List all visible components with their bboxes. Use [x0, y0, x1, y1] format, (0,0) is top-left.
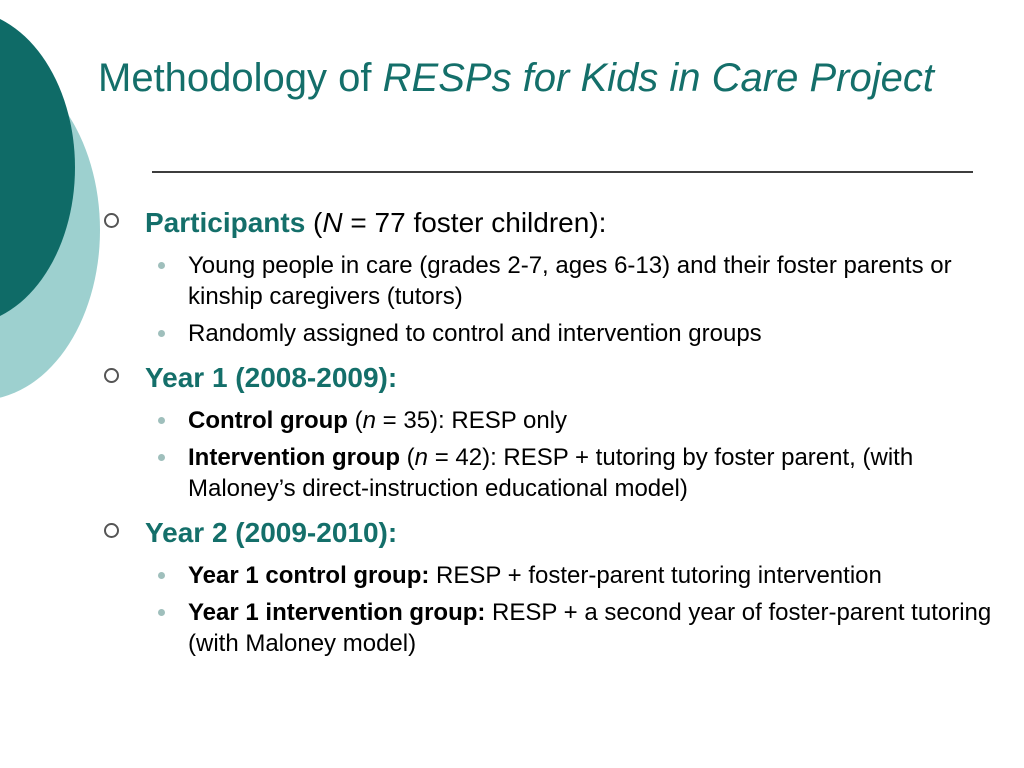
list-item — [104, 318, 994, 349]
year2-intervention-rest: RESP + a second year of foster-parent tutoring (with Maloney model) — [188, 599, 992, 657]
year1-intervention-rest: = 42): RESP + tutoring by foster parent, (with Maloney’s direct-instruction educational model) — [188, 444, 914, 502]
slide-body — [104, 206, 994, 659]
bullet-dot-icon — [158, 262, 165, 269]
list-item — [104, 250, 994, 312]
list-item — [104, 442, 994, 504]
bullet-dot-icon — [158, 330, 165, 337]
year1-intervention-var: n — [414, 444, 429, 471]
hollow-bullet-icon — [104, 213, 119, 228]
hollow-bullet-icon — [104, 368, 119, 383]
title-italic: RESPs for Kids in Care Project — [382, 56, 934, 100]
bullet-dot-icon — [158, 417, 165, 424]
bullet-dot-icon — [158, 572, 165, 579]
slide-title — [98, 52, 978, 104]
list-item — [104, 405, 994, 436]
bullet-dot-icon — [158, 609, 165, 616]
year1-control-var: n — [362, 407, 376, 434]
bullet-dot-icon — [158, 454, 165, 461]
year1-control-rest: = 35): RESP only — [376, 407, 567, 434]
year1-intervention-label: Intervention group — [188, 444, 400, 471]
title-divider — [152, 171, 973, 173]
year2-heading: Year 2 (2009-2010): — [145, 517, 398, 548]
year1-control-open: ( — [347, 407, 363, 434]
year1-control-label: Control group — [188, 407, 348, 434]
title-plain: Methodology of — [98, 56, 383, 100]
participants-item-2: Randomly assigned to control and intervention groups — [188, 320, 762, 347]
participants-var: N — [322, 207, 343, 238]
hollow-bullet-icon — [104, 523, 119, 538]
year1-heading: Year 1 (2008-2009): — [145, 362, 398, 393]
participants-item-1: Young people in care (grades 2-7, ages 6-13) and their foster parents or kinship caregivers (tutors) — [188, 252, 952, 310]
participants-heading: Participants — [145, 207, 306, 238]
section-year1 — [104, 361, 994, 395]
participants-detail-open: ( — [305, 207, 323, 238]
year2-intervention-label: Year 1 intervention group: — [188, 599, 486, 626]
year2-control-label: Year 1 control group: — [188, 562, 430, 589]
year2-control-rest: RESP + foster-parent tutoring intervention — [429, 562, 882, 589]
year1-intervention-open: ( — [400, 444, 415, 471]
participants-detail-rest: = 77 foster children): — [342, 207, 607, 238]
list-item — [104, 560, 994, 591]
section-year2 — [104, 516, 994, 550]
section-participants — [104, 206, 994, 240]
list-item — [104, 597, 994, 659]
